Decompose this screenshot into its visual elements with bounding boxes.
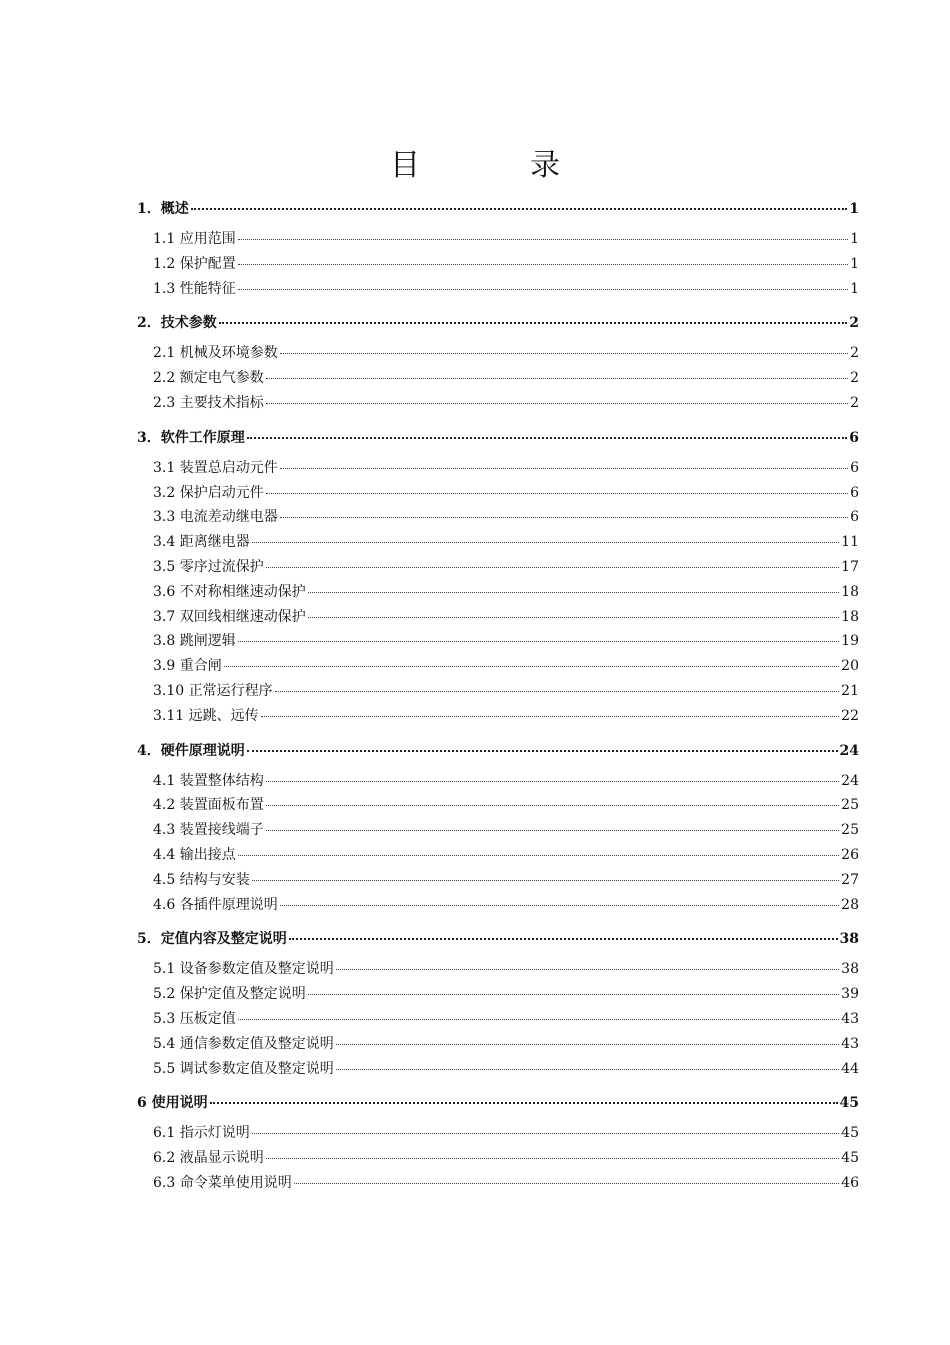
toc-section-entry[interactable] — [137, 367, 859, 392]
toc-chapter-entry[interactable] — [137, 928, 859, 952]
dot-leader — [210, 1102, 838, 1104]
toc-entry-label: 4.2 装置面板布置 — [153, 797, 264, 814]
toc-entry-label: 2．技术参数 — [137, 315, 217, 332]
toc-entry-label: 1.3 性能特征 — [153, 280, 236, 297]
toc-section-entry[interactable] — [137, 556, 859, 581]
toc-section-entry[interactable] — [137, 680, 859, 705]
toc-entry-page-number: 1 — [850, 280, 859, 297]
toc-section-entry[interactable] — [137, 228, 859, 253]
toc-entry-label: 3.8 跳闸逻辑 — [153, 633, 236, 650]
toc-section-entry[interactable] — [137, 844, 859, 869]
toc-section-entry[interactable] — [137, 794, 859, 819]
toc-entry-page-number: 6 — [849, 429, 859, 446]
toc-entry-label: 6.1 指示灯说明 — [153, 1125, 250, 1142]
toc-entry-label: 2.3 主要技术指标 — [153, 394, 264, 411]
dot-leader — [238, 289, 848, 290]
toc-entry-label: 3.1 装置总启动元件 — [153, 459, 278, 476]
dot-leader — [289, 938, 838, 940]
toc-entry-page-number: 43 — [841, 1010, 859, 1027]
toc-entry-label: 3.2 保护启动元件 — [153, 484, 264, 501]
toc-entry-page-number: 6 — [850, 484, 859, 501]
toc-section-entry[interactable] — [137, 655, 859, 680]
toc-entry-label: 1.1 应用范围 — [153, 231, 236, 247]
dot-leader — [280, 905, 839, 906]
toc-section-entry[interactable] — [137, 770, 859, 795]
toc-chapter-entry[interactable] — [137, 312, 859, 336]
dot-leader — [266, 403, 848, 404]
toc-entry-page-number: 24 — [841, 772, 859, 789]
dot-leader — [280, 353, 848, 354]
dot-leader — [238, 1019, 839, 1020]
dot-leader — [224, 666, 839, 667]
toc-entry-label: 5.3 压板定值 — [153, 1010, 236, 1027]
toc-chapter-entry[interactable] — [137, 1092, 859, 1116]
dot-leader — [336, 1069, 839, 1070]
toc-entry-page-number: 21 — [841, 682, 859, 699]
toc-entry-page-number: 45 — [841, 1150, 859, 1167]
toc-section-entry[interactable] — [137, 606, 859, 631]
toc-section-entry[interactable] — [137, 869, 859, 894]
toc-entry-page-number: 17 — [841, 558, 859, 575]
dot-leader — [238, 239, 848, 240]
toc-entry-page-number: 27 — [841, 871, 859, 888]
toc-entry-label: 3.6 不对称相继速动保护 — [153, 583, 306, 600]
toc-section-entry[interactable] — [137, 1008, 859, 1033]
dot-leader — [336, 1044, 839, 1045]
toc-entry-label: 6.3 命令菜单使用说明 — [153, 1174, 292, 1191]
toc-entry-label: 4．硬件原理说明 — [137, 742, 245, 759]
toc-entry-page-number: 11 — [841, 534, 859, 551]
toc-entry-label: 3.7 双回线相继速动保护 — [153, 608, 306, 625]
dot-leader — [266, 805, 839, 806]
toc-entry-page-number: 19 — [841, 633, 859, 650]
toc-entry-page-number: 18 — [841, 608, 859, 625]
dot-leader — [261, 716, 840, 717]
toc-section-entry[interactable] — [137, 1033, 859, 1058]
toc-entry-page-number: 28 — [841, 896, 859, 913]
toc-entry-label: 3.9 重合闸 — [153, 658, 222, 675]
toc-entry-page-number: 2 — [850, 370, 859, 387]
toc-section-entry[interactable] — [137, 253, 859, 278]
table-of-contents — [137, 198, 859, 1197]
dot-leader — [238, 641, 839, 642]
toc-entry-page-number: 2 — [850, 394, 859, 411]
dot-leader — [266, 781, 839, 782]
toc-entry-page-number: 2 — [849, 315, 859, 332]
toc-section-entry[interactable] — [137, 983, 859, 1008]
toc-section-entry[interactable] — [137, 581, 859, 606]
toc-entry-label: 1．概述 — [137, 201, 189, 217]
toc-entry-label: 6 使用说明 — [137, 1095, 208, 1112]
dot-leader — [266, 378, 848, 379]
toc-section-entry[interactable] — [137, 457, 859, 482]
toc-section-entry[interactable] — [137, 630, 859, 655]
toc-entry-page-number: 45 — [841, 1125, 859, 1142]
toc-chapter-entry[interactable] — [137, 740, 859, 764]
toc-entry-label: 3.11 远跳、远传 — [153, 707, 259, 724]
toc-section-entry[interactable] — [137, 819, 859, 844]
dot-leader — [275, 691, 840, 692]
toc-entry-label: 4.5 结构与安装 — [153, 871, 250, 888]
dot-leader — [266, 1158, 839, 1159]
dot-leader — [266, 493, 848, 494]
toc-section-entry[interactable] — [137, 278, 859, 303]
toc-entry-page-number: 39 — [841, 986, 859, 1003]
toc-entry-page-number: 22 — [841, 707, 859, 724]
toc-entry-label: 5.5 调试参数定值及整定说明 — [153, 1060, 334, 1077]
toc-entry-page-number: 44 — [841, 1060, 859, 1077]
toc-entry-page-number: 6 — [850, 459, 859, 476]
toc-entry-label: 5.2 保护定值及整定说明 — [153, 986, 306, 1003]
toc-entry-label: 1.2 保护配置 — [153, 255, 236, 272]
dot-leader — [252, 880, 839, 881]
toc-entry-page-number: 25 — [841, 797, 859, 814]
dot-leader — [308, 994, 839, 995]
toc-entry-page-number: 46 — [841, 1174, 859, 1191]
dot-leader — [308, 592, 839, 593]
dot-leader — [238, 855, 839, 856]
toc-entry-label: 5.4 通信参数定值及整定说明 — [153, 1035, 334, 1052]
toc-section-entry[interactable] — [137, 342, 859, 367]
toc-entry-label: 4.3 装置接线端子 — [153, 822, 264, 839]
dot-leader — [252, 1133, 839, 1134]
toc-section-entry[interactable] — [137, 482, 859, 507]
toc-entry-page-number: 2 — [850, 345, 859, 362]
toc-title: 目 录 — [390, 148, 600, 183]
dot-leader — [247, 750, 838, 752]
toc-section-entry[interactable] — [137, 1122, 859, 1147]
toc-entry-label: 6.2 液晶显示说明 — [153, 1150, 264, 1167]
toc-entry-page-number: 1 — [849, 201, 859, 217]
toc-section-entry[interactable] — [137, 506, 859, 531]
toc-entry-page-number: 6 — [850, 509, 859, 526]
dot-leader — [280, 517, 848, 518]
toc-entry-page-number: 38 — [839, 931, 859, 948]
toc-entry-label: 3.5 零序过流保护 — [153, 558, 264, 575]
toc-entry-page-number: 1 — [850, 255, 859, 272]
toc-section-entry[interactable] — [137, 894, 859, 919]
dot-leader — [247, 437, 848, 439]
toc-entry-page-number: 1 — [850, 231, 859, 247]
toc-entry-page-number: 20 — [841, 658, 859, 675]
toc-section-entry[interactable] — [137, 531, 859, 556]
dot-leader — [238, 264, 848, 265]
dot-leader — [280, 468, 848, 469]
toc-entry-label: 4.6 各插件原理说明 — [153, 896, 278, 913]
toc-entry-label: 2.2 额定电气参数 — [153, 370, 264, 387]
toc-entry-page-number: 18 — [841, 583, 859, 600]
toc-entry-page-number: 45 — [839, 1095, 859, 1112]
dot-leader — [191, 208, 848, 210]
dot-leader — [294, 1183, 839, 1184]
toc-entry-page-number: 24 — [839, 742, 859, 759]
toc-entry-label: 3.10 正常运行程序 — [153, 682, 273, 699]
toc-section-entry[interactable] — [137, 1172, 859, 1197]
toc-entry-page-number: 38 — [841, 961, 859, 978]
toc-section-entry[interactable] — [137, 958, 859, 983]
dot-leader — [308, 617, 839, 618]
toc-entry-label: 3.3 电流差动继电器 — [153, 509, 278, 526]
toc-entry-page-number: 25 — [841, 822, 859, 839]
toc-chapter-entry[interactable] — [137, 427, 859, 451]
dot-leader — [252, 542, 839, 543]
toc-section-entry[interactable] — [137, 1058, 859, 1083]
toc-entry-label: 3.4 距离继电器 — [153, 534, 250, 551]
dot-leader — [266, 830, 839, 831]
toc-chapter-entry[interactable] — [137, 198, 859, 222]
toc-entry-label: 5．定值内容及整定说明 — [137, 931, 287, 948]
toc-section-entry[interactable] — [137, 1147, 859, 1172]
dot-leader — [336, 969, 839, 970]
toc-section-entry[interactable] — [137, 392, 859, 417]
dot-leader — [219, 322, 848, 324]
toc-entry-page-number: 43 — [841, 1035, 859, 1052]
dot-leader — [266, 567, 839, 568]
toc-entry-label: 3．软件工作原理 — [137, 429, 245, 446]
toc-entry-page-number: 26 — [841, 846, 859, 863]
toc-section-entry[interactable] — [137, 705, 859, 730]
toc-entry-label: 5.1 设备参数定值及整定说明 — [153, 961, 334, 978]
toc-entry-label: 4.1 装置整体结构 — [153, 772, 264, 789]
toc-entry-label: 2.1 机械及环境参数 — [153, 345, 278, 362]
toc-entry-label: 4.4 输出接点 — [153, 846, 236, 863]
